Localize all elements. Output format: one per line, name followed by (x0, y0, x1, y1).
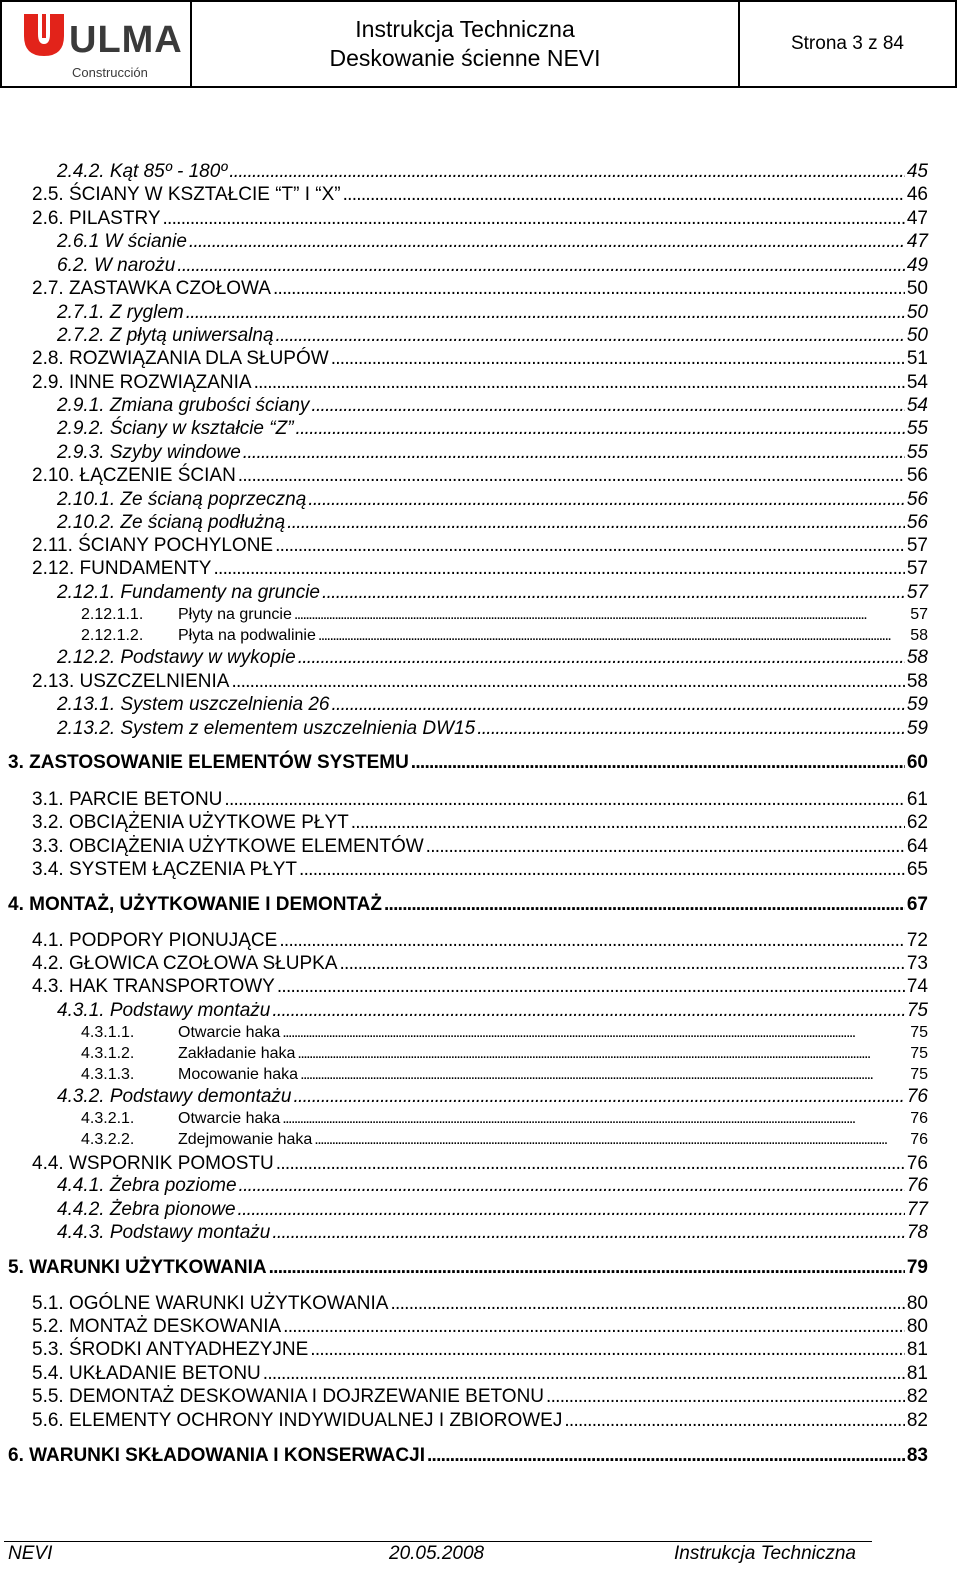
logo-subtitle: Construcción (72, 65, 148, 80)
toc-entry-label: 3.4. SYSTEM ŁĄCZENIA PŁYT (32, 859, 298, 880)
toc-entry-label: 4.3.2. Podstawy demontażu (57, 1086, 292, 1107)
toc-leader-dots (411, 752, 905, 774)
toc-leader-dots (283, 1316, 905, 1338)
toc-entry-label: 2.12. FUNDAMENTY (32, 558, 212, 579)
footer-left: NEVI (8, 1543, 53, 1564)
toc-entry[interactable] (32, 465, 928, 487)
toc-entry-page: 58 (906, 671, 928, 692)
toc-entry-page: 45 (906, 161, 928, 182)
toc-leader-dots (477, 718, 905, 740)
toc-leader-dots (297, 1045, 908, 1063)
ulma-logo-icon (24, 14, 64, 56)
toc-leader-dots (277, 976, 905, 998)
toc-entry-label: 2.5. ŚCIANY W KSZTAŁCIE “T” I “X” (32, 184, 341, 205)
toc-leader-dots (331, 348, 905, 370)
footer-right: Instrukcja Techniczna (674, 1543, 857, 1564)
toc-entry-label: 6.2. W narożu (57, 255, 176, 276)
toc-leader-dots (351, 812, 905, 834)
toc-entry-label: 5.5. DEMONTAŻ DESKOWANIA I DOJRZEWANIE BETONU (32, 1386, 545, 1407)
toc-entry-label: 4.4.2. Żebra pionowe (57, 1199, 236, 1220)
toc-entry-label: 3.3. OBCIĄŻENIA UŻYTKOWE ELEMENTÓW (32, 836, 424, 857)
toc-entry[interactable] (32, 1293, 928, 1315)
toc-entry-label: 4.4. WSPORNIK POMOSTU (32, 1153, 274, 1174)
toc-leader-dots (238, 465, 905, 487)
toc-entry-number: 4.3.2.1. (81, 1110, 135, 1127)
toc-leader-dots (177, 255, 905, 277)
toc-entry-page: 75 (906, 1000, 928, 1021)
toc-entry[interactable] (32, 1339, 928, 1361)
toc-leader-dots (229, 161, 905, 183)
toc-entry[interactable] (32, 1410, 928, 1432)
toc-leader-dots (273, 278, 905, 300)
toc-entry-page: 56 (906, 489, 928, 510)
toc-entry-page: 76 (906, 1153, 928, 1174)
toc-entry-label: 4.3.2.2. Zdejmowanie haka (81, 1131, 313, 1148)
toc-entry[interactable] (32, 208, 928, 230)
toc-entry[interactable] (8, 1257, 928, 1279)
toc-entry[interactable] (57, 325, 928, 347)
title-line-2: Deskowanie ścienne NEVI (329, 45, 601, 71)
toc-entry[interactable] (32, 859, 928, 881)
toc-entry-page: 83 (906, 1445, 928, 1466)
toc-entry-page: 57 (906, 535, 928, 556)
toc-entry-number: 4.3.2.2. (81, 1131, 135, 1148)
toc-leader-dots (390, 1293, 904, 1315)
toc-entry-page: 76 (910, 1131, 928, 1148)
page-header (0, 0, 957, 88)
toc-entry-label: 4.3.1.2. Zakładanie haka (81, 1045, 296, 1062)
toc-entry-label: 2.7.2. Z płytą uniwersalną (57, 325, 274, 346)
toc-leader-dots (276, 1153, 905, 1175)
toc-entry-page: 80 (906, 1293, 928, 1314)
toc-entry-page: 65 (906, 859, 928, 880)
toc-entry-page: 77 (906, 1199, 928, 1220)
toc-leader-dots (239, 1175, 905, 1197)
toc-leader-dots (294, 606, 908, 624)
toc-entry-page: 76 (906, 1086, 928, 1107)
toc-entry-label: 2.7. ZASTAWKA CZOŁOWA (32, 278, 271, 299)
toc-leader-dots (293, 1086, 904, 1108)
toc-entry-label: 5.4. UKŁADANIE BETONU (32, 1363, 261, 1384)
toc-leader-dots (282, 1110, 908, 1128)
toc-entry[interactable] (32, 1153, 928, 1175)
toc-entry-label: 5. WARUNKI UŻYTKOWANIA (8, 1257, 267, 1278)
toc-entry-page: 60 (906, 752, 928, 773)
toc-leader-dots (340, 953, 905, 975)
toc-entry-label: 2.12.2. Podstawy w wykopie (57, 647, 296, 668)
toc-leader-dots (282, 1024, 908, 1042)
toc-entry-page: 50 (906, 278, 928, 299)
toc-entry[interactable] (57, 512, 928, 534)
toc-leader-dots (332, 694, 905, 716)
page-number: Strona 3 z 84 (790, 33, 905, 54)
toc-leader-dots (263, 1363, 905, 1385)
toc-entry-page: 76 (906, 1175, 928, 1196)
toc-entry-label: 2.6.1 W ścianie (57, 231, 187, 252)
toc-entry-page: 59 (906, 718, 928, 739)
toc-entry[interactable] (81, 1110, 928, 1128)
toc-leader-dots (272, 1000, 905, 1022)
toc-leader-dots (287, 512, 905, 534)
toc-entry-label: 4.3.1.3. Mocowanie haka (81, 1066, 299, 1083)
toc-entry[interactable] (8, 894, 928, 916)
toc-entry-page: 57 (906, 582, 928, 603)
toc-entry-label: 4.4.1. Żebra poziome (57, 1175, 237, 1196)
toc-entry-label: 2.7.1. Z ryglem (57, 302, 184, 323)
toc-leader-dots (564, 1410, 905, 1432)
toc-entry-label: 2.13.1. System uszczelnienia 26 (57, 694, 330, 715)
toc-entry-label: 4.3.1. Podstawy montażu (57, 1000, 271, 1021)
toc-entry-label: 5.6. ELEMENTY OCHRONY INDYWIDUALNEJ I ZBIOROWEJ (32, 1410, 563, 1431)
document-title (192, 2, 740, 86)
toc-entry-label: 2.8. ROZWIĄZANIA DLA SŁUPÓW (32, 348, 329, 369)
toc-entry-label: 2.12.1. Fundamenty na gruncie (57, 582, 321, 603)
toc-leader-dots (343, 184, 905, 206)
toc-leader-dots (546, 1386, 905, 1408)
toc-entry-page: 81 (906, 1339, 928, 1360)
toc-leader-dots (296, 418, 905, 440)
toc-entry[interactable] (32, 789, 928, 811)
toc-entry-label: 2.9.3. Szyby windowe (57, 442, 241, 463)
toc-entry-label: 2.4.2. Kąt 85º - 180º (57, 161, 228, 182)
toc-entry-label: 2.10.1. Ze ścianą poprzeczną (57, 489, 307, 510)
toc-leader-dots (238, 1199, 905, 1221)
toc-leader-dots (314, 1131, 908, 1149)
toc-leader-dots (269, 1257, 905, 1279)
toc-entry-label: 5.2. MONTAŻ DESKOWANIA (32, 1316, 282, 1337)
toc-entry-number: 4.3.1.1. (81, 1024, 135, 1041)
toc-entry[interactable] (57, 1000, 928, 1022)
toc-entry-label: 4.1. PODPORY PIONUJĄCE (32, 930, 278, 951)
toc-entry[interactable] (57, 255, 928, 277)
toc-entry-page: 47 (906, 231, 928, 252)
toc-entry[interactable] (32, 372, 928, 394)
toc-entry[interactable] (57, 1199, 928, 1221)
toc-entry-label: 2.13. USZCZELNIENIA (32, 671, 230, 692)
toc-entry-number: 2.12.1.2. (81, 627, 144, 644)
toc-entry-label: 2.9.2. Ściany w kształcie “Z” (57, 418, 294, 439)
toc-entry[interactable] (57, 582, 928, 604)
toc-entry[interactable] (57, 1175, 928, 1197)
toc-entry-label: 5.3. ŚRODKI ANTYADHEZYJNE (32, 1339, 309, 1360)
toc-entry[interactable] (32, 930, 928, 952)
toc-entry[interactable] (32, 976, 928, 998)
toc-entry-label: 2.13.2. System z elementem uszczelnienia DW15 (57, 718, 476, 739)
toc-entry[interactable] (32, 1386, 928, 1408)
toc-leader-dots (163, 208, 905, 230)
toc-leader-dots (213, 558, 904, 580)
toc-leader-dots (276, 325, 905, 347)
toc-entry[interactable] (57, 1086, 928, 1108)
toc-entry[interactable] (32, 812, 928, 834)
footer-date: 20.05.2008 (389, 1543, 485, 1564)
toc-entry[interactable] (32, 558, 928, 580)
toc-entry-page: 74 (906, 976, 928, 997)
title-line-1: Instrukcja Techniczna (355, 16, 575, 42)
toc-entry-label: 4.2. GŁOWICA CZOŁOWA SŁUPKA (32, 953, 338, 974)
toc-entry[interactable] (57, 489, 928, 511)
toc-entry-page: 51 (906, 348, 928, 369)
toc-entry[interactable] (32, 671, 928, 693)
toc-leader-dots (426, 836, 905, 858)
toc-entry[interactable] (57, 1222, 928, 1244)
toc-entry[interactable] (57, 395, 928, 417)
toc-entry-label: 4.3.1.1. Otwarcie haka (81, 1024, 281, 1041)
toc-entry-page: 54 (906, 395, 928, 416)
toc-entry[interactable] (57, 718, 928, 740)
toc-leader-dots (322, 582, 905, 604)
toc-entry[interactable] (57, 302, 928, 324)
toc-entry-page: 82 (906, 1410, 928, 1431)
toc-entry-page: 57 (906, 558, 928, 579)
toc-entry-page: 81 (906, 1363, 928, 1384)
toc-entry-page: 55 (906, 418, 928, 439)
toc-entry[interactable] (81, 1131, 928, 1149)
toc-entry-label: 3.2. OBCIĄŻENIA UŻYTKOWE PŁYT (32, 812, 349, 833)
toc-entry[interactable] (81, 1024, 928, 1042)
toc-leader-dots (427, 1445, 905, 1467)
toc-entry-page: 61 (906, 789, 928, 810)
toc-entry-page: 80 (906, 1316, 928, 1337)
toc-entry[interactable] (57, 694, 928, 716)
toc-leader-dots (311, 395, 904, 417)
toc-entry-number: 2.12.1.1. (81, 606, 144, 623)
toc-leader-dots (299, 859, 905, 881)
toc-entry-page: 47 (906, 208, 928, 229)
toc-entry-page: 82 (906, 1386, 928, 1407)
toc-leader-dots (318, 627, 908, 645)
toc-entry-label: 2.10.2. Ze ścianą podłużną (57, 512, 286, 533)
toc-leader-dots (189, 231, 905, 253)
toc-entry-number: 4.3.1.3. (81, 1066, 135, 1083)
toc-entry[interactable] (81, 627, 928, 645)
toc-entry[interactable] (32, 1363, 928, 1385)
toc-entry[interactable] (81, 606, 928, 624)
toc-entry-page: 55 (906, 442, 928, 463)
toc-leader-dots (298, 647, 905, 669)
toc-entry-page: 57 (910, 606, 928, 623)
toc-entry-label: 2.9. INNE ROZWIĄZANIA (32, 372, 252, 393)
toc-entry-label: 3.1. PARCIE BETONU (32, 789, 223, 810)
toc-leader-dots (279, 930, 905, 952)
toc-leader-dots (186, 302, 905, 324)
toc-leader-dots (384, 894, 905, 916)
toc-entry-label: 2.9.1. Zmiana grubości ściany (57, 395, 310, 416)
toc-entry[interactable] (57, 647, 928, 669)
toc-entry[interactable] (32, 184, 928, 206)
toc-entry-label: 5.1. OGÓLNE WARUNKI UŻYTKOWANIA (32, 1293, 389, 1314)
toc-entry[interactable] (32, 278, 928, 300)
toc-entry-label: 3. ZASTOSOWANIE ELEMENTÓW SYSTEMU (8, 752, 409, 773)
toc-entry-label: 4.3. HAK TRANSPORTOWY (32, 976, 275, 997)
logo (2, 2, 192, 86)
toc-entry-page: 75 (910, 1045, 928, 1062)
toc-leader-dots (272, 1222, 905, 1244)
toc-entry-page: 50 (906, 302, 928, 323)
toc-entry[interactable] (57, 418, 928, 440)
toc-entry-page: 78 (906, 1222, 928, 1243)
toc-entry-page: 64 (906, 836, 928, 857)
footer-divider (4, 1541, 872, 1542)
toc-leader-dots (310, 1339, 905, 1361)
toc-entry-page: 79 (906, 1257, 928, 1278)
toc-entry-page: 49 (906, 255, 928, 276)
toc-entry-page: 50 (906, 325, 928, 346)
toc-leader-dots (243, 442, 905, 464)
toc-entry[interactable] (81, 1066, 928, 1084)
toc-entry-label: 2.10. ŁĄCZENIE ŚCIAN (32, 465, 236, 486)
toc-entry[interactable] (8, 752, 928, 774)
toc-leader-dots (224, 789, 904, 811)
toc-leader-dots (300, 1066, 908, 1084)
toc-entry[interactable] (32, 348, 928, 370)
toc-entry[interactable] (57, 161, 928, 183)
toc-entry-label: 4.3.2.1. Otwarcie haka (81, 1110, 281, 1127)
toc-entry[interactable] (32, 1316, 928, 1338)
toc-entry-label: 2.11. ŚCIANY POCHYLONE (32, 535, 274, 556)
toc-entry[interactable] (8, 1445, 928, 1467)
toc-entry-label: 6. WARUNKI SKŁADOWANIA I KONSERWACJI (8, 1445, 425, 1466)
toc-entry-label: 2.6. PILASTRY (32, 208, 161, 229)
toc-entry-page: 72 (906, 930, 928, 951)
toc-entry-label: 4.4.3. Podstawy montażu (57, 1222, 271, 1243)
toc-entry[interactable] (57, 231, 928, 253)
toc-entry-page: 67 (906, 894, 928, 915)
toc-entry-page: 56 (906, 465, 928, 486)
toc-entry[interactable] (81, 1045, 928, 1063)
toc-leader-dots (275, 535, 905, 557)
toc-entry-page: 46 (906, 184, 928, 205)
toc-entry-label: 2.12.1.1. Płyty na gruncie (81, 606, 292, 623)
toc-entry-page: 56 (906, 512, 928, 533)
toc-entry[interactable] (32, 836, 928, 858)
toc-entry[interactable] (32, 953, 928, 975)
logo-wordmark: ULMA (69, 19, 183, 61)
toc-entry-page: 54 (906, 372, 928, 393)
toc-leader-dots (231, 671, 904, 693)
toc-entry[interactable] (57, 442, 928, 464)
toc-entry-page: 75 (910, 1066, 928, 1083)
toc-entry-page: 59 (906, 694, 928, 715)
toc-entry-label: 4. MONTAŻ, UŻYTKOWANIE I DEMONTAŻ (8, 894, 382, 915)
toc-entry-page: 73 (906, 953, 928, 974)
toc-entry-page: 75 (910, 1024, 928, 1041)
toc-leader-dots (308, 489, 905, 511)
toc-entry[interactable] (32, 535, 928, 557)
toc-entry-page: 76 (910, 1110, 928, 1127)
toc-entry-page: 58 (910, 627, 928, 644)
toc-entry-label: 2.12.1.2. Płyta na podwalinie (81, 627, 316, 644)
toc-entry-page: 62 (906, 812, 928, 833)
toc-entry-number: 4.3.1.2. (81, 1045, 135, 1062)
toc-leader-dots (254, 372, 905, 394)
toc-entry-page: 58 (906, 647, 928, 668)
